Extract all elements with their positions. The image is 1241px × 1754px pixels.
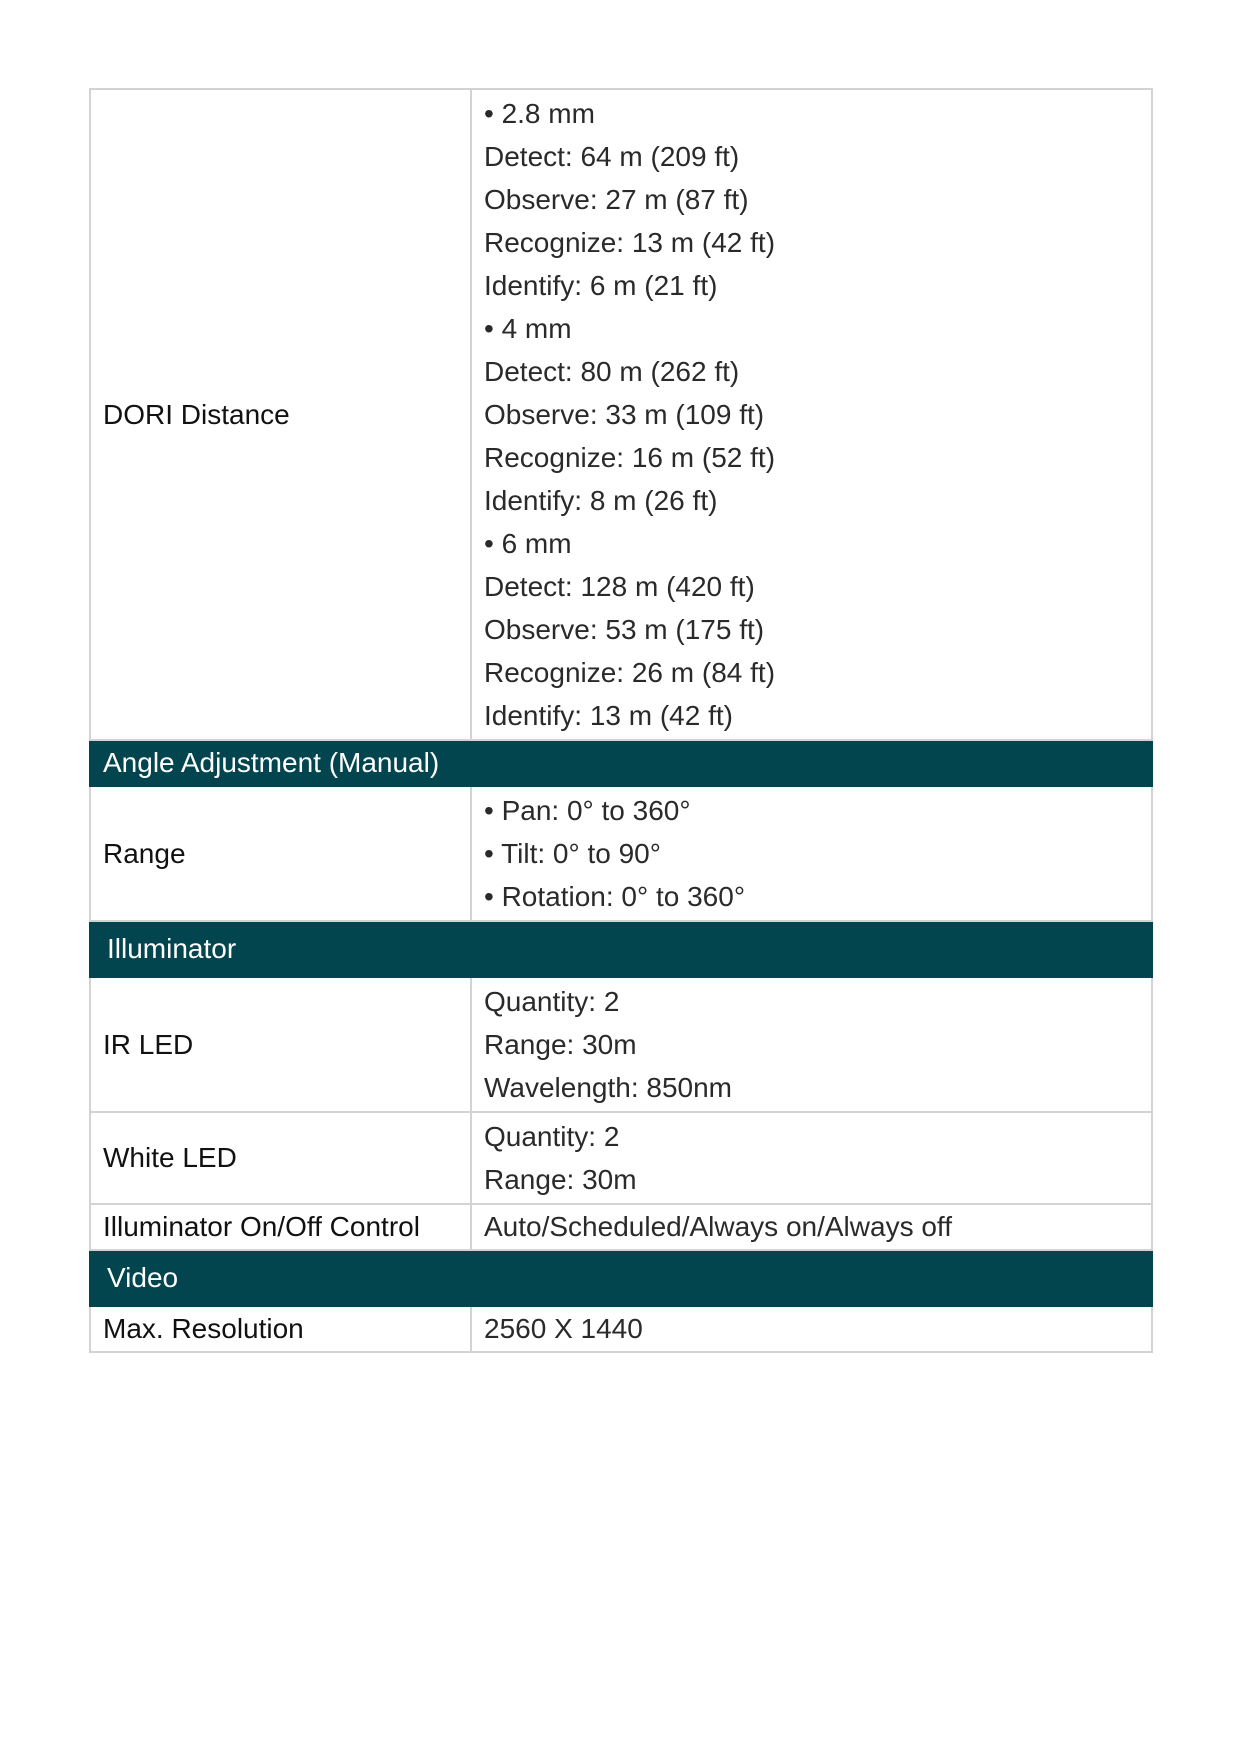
spec-value-line: Wavelength: 850nm (484, 1072, 732, 1103)
section-header-illuminator (90, 921, 1152, 977)
spec-value-line: • Rotation: 0° to 360° (484, 881, 746, 912)
spec-value (471, 1306, 1152, 1352)
spec-value-line: Identify: 13 m (42 ft) (484, 700, 733, 731)
spec-label: Max. Resolution (90, 1306, 471, 1352)
spec-value-line: • 2.8 mm (484, 98, 595, 129)
spec-value-line: Detect: 80 m (262 ft) (484, 356, 740, 387)
spec-value-line: • Pan: 0° to 360° (484, 795, 691, 826)
spec-label: DORI Distance (90, 89, 471, 740)
spec-label: White LED (90, 1112, 471, 1204)
spec-value-list (471, 1112, 1152, 1204)
spec-table (89, 88, 1153, 1353)
spec-value-line: Detect: 128 m (420 ft) (484, 571, 755, 602)
spec-row-illuminator-control (90, 1204, 1152, 1250)
spec-value-line: • 6 mm (484, 528, 572, 559)
spec-row-ir-led (90, 977, 1152, 1112)
spec-label: IR LED (90, 977, 471, 1112)
spec-row-white-led (90, 1112, 1152, 1204)
spec-label: Range (90, 786, 471, 921)
spec-value-line: Recognize: 16 m (52 ft) (484, 442, 776, 473)
spec-value-line: Identify: 6 m (21 ft) (484, 270, 718, 301)
spec-row-range (90, 786, 1152, 921)
spec-value-line: Identify: 8 m (26 ft) (484, 485, 718, 516)
spec-value-line: • 4 mm (484, 313, 572, 344)
spec-value-list (471, 786, 1152, 921)
spec-value-line: Recognize: 13 m (42 ft) (484, 227, 776, 258)
section-header-angle-adjustment (90, 740, 1152, 786)
spec-value-line: Observe: 27 m (87 ft) (484, 184, 749, 215)
spec-row-dori-distance (90, 89, 1152, 740)
spec-value-line: Range: 30m (484, 1164, 637, 1195)
spec-value-line: Quantity: 2 (484, 1121, 620, 1152)
section-title: Angle Adjustment (Manual) (90, 740, 1152, 786)
section-title: Video (90, 1250, 1152, 1306)
spec-value-line: 2560 X 1440 (484, 1313, 643, 1344)
spec-value-line: Observe: 33 m (109 ft) (484, 399, 765, 430)
spec-row-max-resolution (90, 1306, 1152, 1352)
spec-value (471, 1204, 1152, 1250)
section-header-video (90, 1250, 1152, 1306)
spec-value-line: Recognize: 26 m (84 ft) (484, 657, 776, 688)
spec-value-line: Quantity: 2 (484, 986, 620, 1017)
spec-value-line: Range: 30m (484, 1029, 637, 1060)
spec-value-line: • Tilt: 0° to 90° (484, 838, 661, 869)
spec-value-list (471, 977, 1152, 1112)
spec-value-list (471, 89, 1152, 740)
spec-value-line: Auto/Scheduled/Always on/Always off (484, 1211, 952, 1242)
spec-label: Illuminator On/Off Control (90, 1204, 471, 1250)
spec-value-line: Observe: 53 m (175 ft) (484, 614, 765, 645)
section-title: Illuminator (90, 921, 1152, 977)
spec-value-line: Detect: 64 m (209 ft) (484, 141, 740, 172)
